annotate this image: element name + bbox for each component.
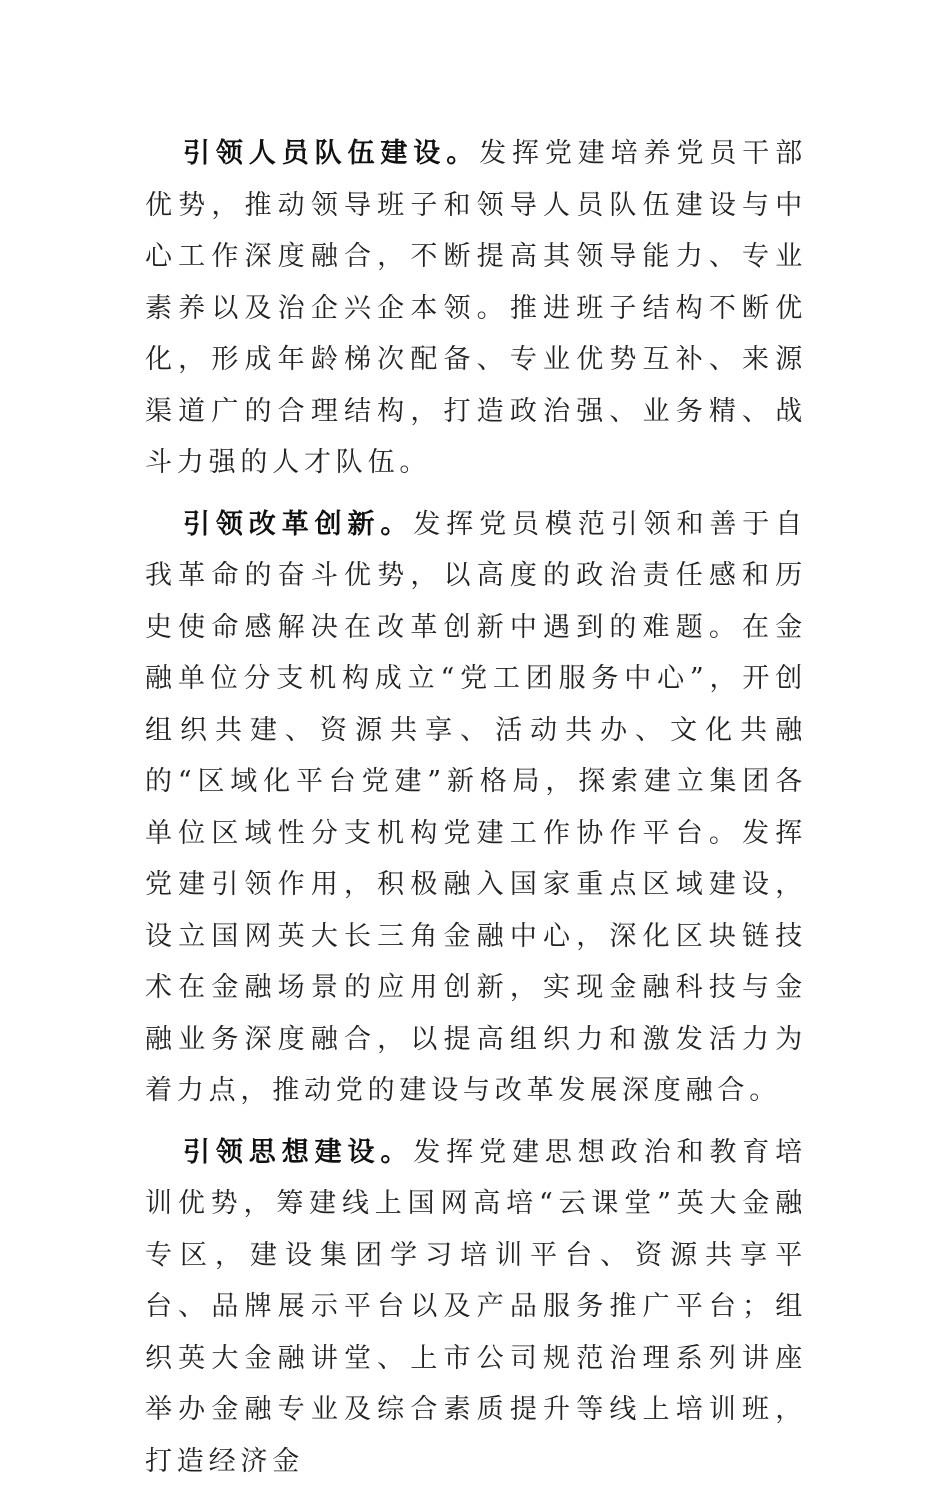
paragraph-body: 发挥党员模范引领和善于自我革命的奋斗优势，以高度的政治责任感和历史使命感解决在改革创新中遇到的难题。在金融单位分支机构成立“党工团服务中心”，开创组织共建、资源共享、活动共办、文化共融的“区域化平台党建”新格局，探索建立集团各单位区域性分支机构党建工作协作平台。发挥党建引领作用，积极融入国家重点区域建设，设立国网英大长三角金融中心，深化区块链技术在金融场景的应用创新，实现金融科技与金融业务深度融合，以提高组织力和激发活力为着力点，推动党的建设与改革发展深度融合。 [145,508,807,1106]
paragraph-personnel [145,128,807,489]
paragraph-body: 发挥党建培养党员干部优势，推动领导班子和领导人员队伍建设与中心工作深度融合，不断提高其领导能力、专业素养以及治企兴企本领。推进班子结构不断优化，形成年龄梯次配备、专业优势互补、来源渠道广的合理结构，打造政治强、业务精、战斗力强的人才队伍。 [145,138,808,478]
paragraph-body: 发挥党建思想政治和教育培训优势，筹建线上国网高培“云课堂”英大金融专区，建设集团学习培训平台、资源共享平台、品牌展示平台以及产品服务推广平台；组织英大金融讲堂、上市公司规范治理系列讲座举办金融专业及综合素质提升等线上培训班，打造经济金 [145,1136,807,1477]
paragraph-heading: 引领人员队伍建设。 [183,138,480,169]
paragraph-heading: 引领改革创新。 [183,508,414,540]
document-page [145,128,807,1497]
paragraph-reform [145,499,807,1117]
paragraph-heading: 引领思想建设。 [183,1136,414,1168]
paragraph-ideology [145,1127,807,1488]
